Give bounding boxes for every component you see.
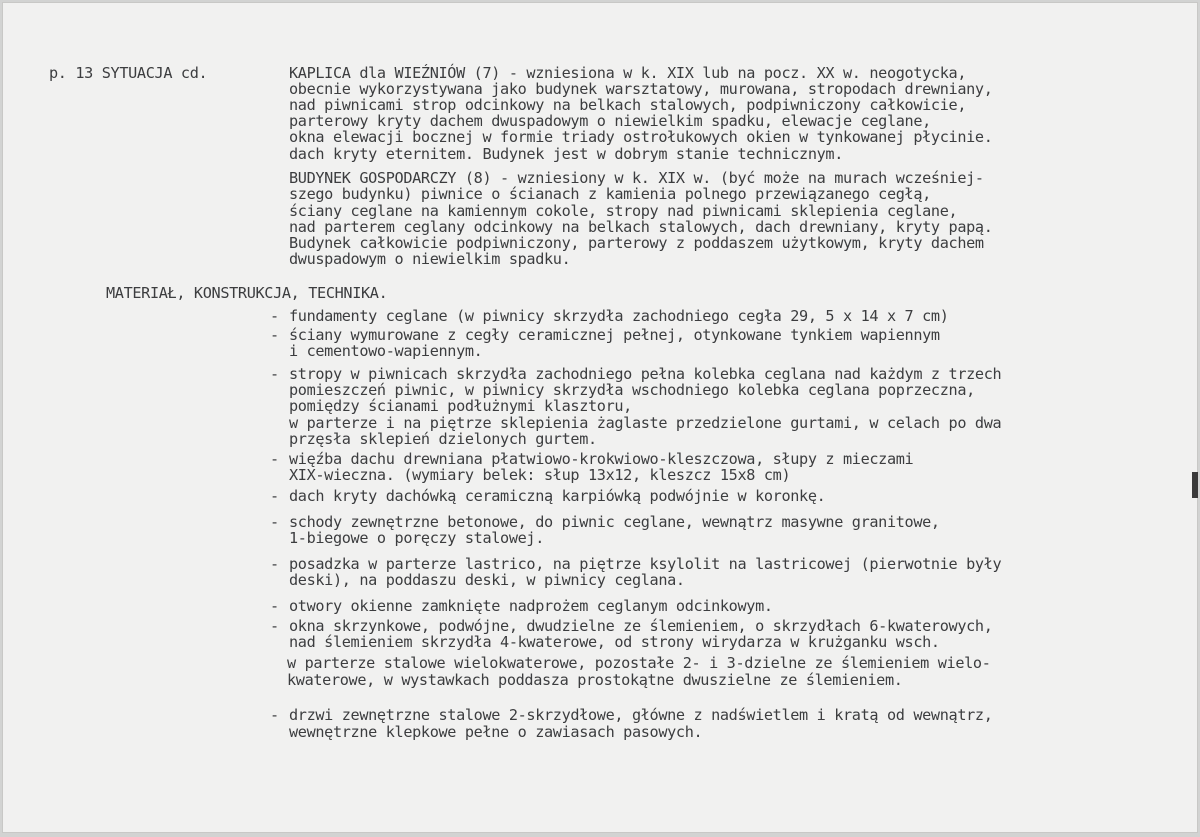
list-dash: - [270, 307, 280, 325]
text-line: nad parterem ceglany odcinkowy na belkach stalowych, dach drewniany, kryty papą. [289, 218, 993, 236]
text-line: nad piwnicami strop odcinkowy na belkach stalowych, podpiwniczony całkowicie, [289, 96, 967, 114]
text-line: i cementowo-wapiennym. [289, 342, 483, 360]
list-dash: - [270, 555, 280, 573]
text-line: stropy w piwnicach skrzydła zachodniego pełna kolebka ceglana nad każdym z trzech [289, 365, 1002, 383]
text-line: ściany wymurowane z cegły ceramicznej pełnej, otynkowane tynkiem wapiennym [289, 326, 940, 344]
text-line: deski), na poddaszu deski, w piwnicy ceglana. [289, 571, 685, 589]
list-dash: - [270, 706, 280, 724]
text-line: okna elewacji bocznej w formie triady ostrołukowych okien w tynkowanej płycinie. [289, 128, 993, 146]
text-line: KAPLICA dla WIEŹNIÓW (7) - wzniesiona w k. XIX lub na pocz. XX w. neogotycka, [289, 64, 967, 82]
text-line: wewnętrzne klepkowe pełne o zawiasach pasowych. [289, 723, 703, 741]
list-dash: - [270, 365, 280, 383]
text-line: nad ślemieniem skrzydła 4-kwaterowe, od strony wirydarza w krużganku wsch. [289, 633, 940, 651]
text-line: okna skrzynkowe, podwójne, dwudzielne ze ślemieniem, o skrzydłach 6-kwaterowych, [289, 617, 993, 635]
list-dash: - [270, 450, 280, 468]
text-line: schody zewnętrzne betonowe, do piwnic ceglane, wewnątrz masywne granitowe, [289, 513, 940, 531]
list-dash: - [270, 487, 280, 505]
text-line: otwory okienne zamknięte nadprożem ceglanym odcinkowym. [289, 597, 773, 615]
text-line: dach kryty eternitem. Budynek jest w dobrym stanie technicznym. [289, 145, 844, 163]
text-line: 1-biegowe o poręczy stalowej. [289, 529, 545, 547]
edge-mark [1192, 472, 1198, 498]
text-line: fundamenty ceglane (w piwnicy skrzydła zachodniego cegła 29, 5 x 14 x 7 cm) [289, 307, 949, 325]
text-line: drzwi zewnętrzne stalowe 2-skrzydłowe, główne z nadświetlem i kratą od wewnątrz, [289, 706, 993, 724]
list-dash: - [270, 597, 280, 615]
text-line: dwuspadowym o niewielkim spadku. [289, 250, 571, 268]
text-line: ściany ceglane na kamiennym cokole, stropy nad piwnicami sklepienia ceglane, [289, 202, 958, 220]
page-reference: p. 13 SYTUACJA cd. [49, 64, 208, 82]
text-line: posadzka w parterze lastrico, na piętrze ksylolit na lastricowej (pierwotnie były [289, 555, 1002, 573]
text-line: pomiędzy ścianami podłużnymi klasztoru, [289, 397, 632, 415]
text-line: przęsła sklepień dzielonych gurtem. [289, 430, 597, 448]
list-dash: - [270, 617, 280, 635]
text-line: pomieszczeń piwnic, w piwnicy skrzydła wschodniego kolebka ceglana poprzeczna, [289, 381, 975, 399]
text-line: szego budynku) piwnice o ścianach z kamienia polnego przewiązanego cegłą, [289, 185, 931, 203]
text-line: obecnie wykorzystywana jako budynek warsztatowy, murowana, stropodach drewniany, [289, 80, 993, 98]
text-line: parterowy kryty dachem dwuspadowym o niewielkim spadku, elewacje ceglane, [289, 112, 931, 130]
list-dash: - [270, 326, 280, 344]
text-line: dach kryty dachówką ceramiczną karpiówką podwójnie w koronkę. [289, 487, 826, 505]
text-line: Budynek całkowicie podpiwniczony, parterowy z poddaszem użytkowym, kryty dachem [289, 234, 984, 252]
document-page [2, 2, 1198, 833]
text-line: w parterze i na piętrze sklepienia żaglaste przedzielone gurtami, w celach po dwa [289, 414, 1002, 432]
text-line: kwaterowe, w wystawkach poddasza prostokątne dwuszielne ze ślemieniem. [287, 671, 903, 689]
text-line: więźba dachu drewniana płatwiowo-krokwiowo-kleszczowa, słupy z mieczami [289, 450, 914, 468]
text-line: XIX-wieczna. (wymiary belek: słup 13x12, kleszcz 15x8 cm) [289, 466, 791, 484]
section-heading: MATERIAŁ, KONSTRUKCJA, TECHNIKA. [106, 284, 388, 302]
text-line: BUDYNEK GOSPODARCZY (8) - wzniesiony w k. XIX w. (być może na murach wcześniej- [289, 169, 984, 187]
text-line: w parterze stalowe wielokwaterowe, pozostałe 2- i 3-dzielne ze ślemieniem wielo- [287, 654, 991, 672]
list-dash: - [270, 513, 280, 531]
